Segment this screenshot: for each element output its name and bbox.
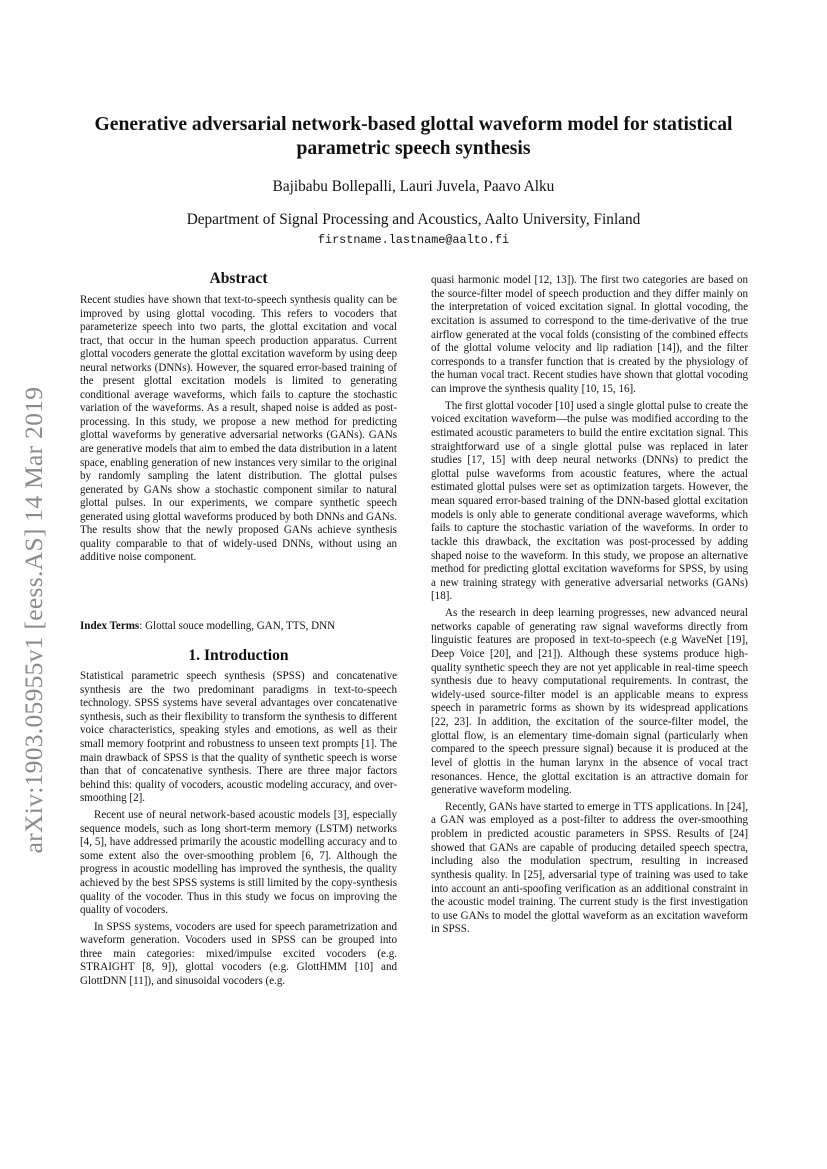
intro-paragraph: Recently, GANs have started to emerge in TTS applications. In [24], a GAN was employed as a post-filter to address the over-smoothing problem in predicted acoustic parameters in SPSS. Results of [24] showed that GANs are capable of producing detailed speech spectra, including also the modulation spectrum, resulting in increased synthesis quality. In [25], adversarial type of training was used to take into account an anti-spoofing verification as an additional constraint in the acoustic model training. The current study is the first investigation to use GANs to model the glottal waveform as an excitation waveform in SPSS. [431,800,748,936]
abstract-heading: Abstract [209,270,268,287]
contact-email: firstname.lastname@aalto.fi [317,233,510,247]
arxiv-identifier-text: arXiv:1903.05955v1 [eess.AS] 14 Mar 2019 [19,386,48,854]
affiliation: Department of Signal Processing and Acoustics, Aalto University, Finland [186,211,641,228]
paper-title: Generative adversarial network-based glottal waveform model for statistical parametric speech synthesis [94,114,733,159]
index-terms-label: Index Terms [80,620,140,632]
arxiv-identifier-stamp [14,350,54,890]
introduction-heading: 1. Introduction [188,647,289,664]
introduction-left-column [80,670,397,989]
index-terms-values: : Glottal souce modelling, GAN, TTS, DNN [139,620,336,632]
author-list: Bajibabu Bollepalli, Lauri Juvela, Paavo Alku [272,178,555,195]
abstract-text [80,294,397,565]
abstract-paragraph: Recent studies have shown that text-to-speech synthesis quality can be improved by using glottal vocoding. This refers to vocoders that parameterize speech into two parts, the glottal excitation and vocal tract, that occur in the human speech production apparatus. Current glottal vocoders generate the glottal excitation waveform by using deep neural networks (DNNs). However, the squared error-based training of the present glottal excitation models is limited to generating conditional average waveforms, which fails to capture the stochastic variation of the waveforms. As a result, shaped noise is added as post-processing. In this study, we propose a new method for predicting glottal waveforms by generative adversarial networks (GANs). GANs are generative models that aim to embed the data distribution in a latent space, enabling generation of new instances very similar to the original by randomly sampling the latent distribution. The glottal pulses generated by GANs show a stochastic component similar to natural glottal pulses. In our experiments, we compare synthetic speech generated using glottal waveforms produced by both DNNs and GANs. The results show that the newly proposed GANs achieve synthesis quality comparable to that of widely-used DNNs, without using an additive noise component. [80,294,397,564]
index-terms [80,620,397,634]
intro-paragraph: In SPSS systems, vocoders are used for speech parametrization and waveform generation. Vocoders used in SPSS can be grouped into three main categories: mixed/impulse excited vocoders (e.g. STRAIGHT [8, 9]), glottal vocoders (e.g. GlottHMM [10] and GlottDNN [11]), and sinusoidal vocoders (e.g. [80,920,397,988]
intro-paragraph: Recent use of neural network-based acoustic models [3], especially sequence models, such as long short-term memory (LSTM) networks [4, 5], have addressed primarily the acoustic modelling accuracy and to some extent also the over-smoothing problem [6, 7]. Although the progress in acoustic modelling has improved the synthesis, the quality achieved by the best SPSS systems is still limited by the copy-synthesis quality of the vocoder. Thus in this study we focus on improving the quality of vocoders. [80,808,397,917]
intro-paragraph: quasi harmonic model [12, 13]). The first two categories are based on the source-filter model of speech production and they differ mainly on the interpretation of voiced excitation signal. In glottal vocoding, the excitation is assumed to correspond to the time-derivative of the true airflow generated at the vocal folds (consisting of the combined effects of the glottal volume velocity and lip radiation [14]), and the filter corresponds to a transfer function that is created by the physiology of the human vocal tract. Recent studies have shown that glottal vocoding can improve the synthesis quality [10, 15, 16]. [431,274,748,395]
intro-paragraph: Statistical parametric speech synthesis (SPSS) and concatenative synthesis are the two predominant paradigms in text-to-speech technology. SPSS systems have several advantages over concatenative synthesis, such as their flexibility to transform the synthesis to different voice characteristics, speaking styles and emotions, as well as their small memory footprint and robustness to unseen text prompts [1]. The main drawback of SPSS is that the quality of synthetic speech is worse than that of concatenative synthesis. There are three major factors behind this: quality of vocoders, acoustic modeling accuracy, and over-smoothing [2]. [80,670,397,805]
intro-paragraph: As the research in deep learning progresses, new advanced neural networks capable of generating raw signal waveforms directly from linguistic features are proposed in text-to-speech (e.g WaveNet [19], Deep Voice [20], and [21]). Although these systems produce high-quality synthetic speech they are not yet applicable in real-time speech synthesis due to heavy computational requirements. In contrast, the widely-used source-filter model is an applicable means to express speech in parametric forms as shown by its widespread applications [22, 23]. In addition, the excitation of the source-filter model, the glottal flow, is an elementary time-domain signal (particularly when compared to the speech pressure signal) because it is produced at the level of glottis in the human larynx in the absence of vocal tract resonances. Hence, the glottal excitation is an attractive domain for generative waveform modeling. [431,607,748,797]
intro-paragraph: The first glottal vocoder [10] used a single glottal pulse to create the voiced excitation waveform—the pulse was modified according to the estimated acoustic parameters to build the entire excitation signal. This straightforward use of a single glottal pulse was replaced in later studies [17, 15] with deep neural networks (DNNs) to predict the glottal pulse waveforms from acoustic features, where the actual estimated glottal pulses were set as optimization targets. However, the mean squared error-based training of the DNN-based glottal excitation models is only able to generate conditional average waveforms, which fails to capture the stochastic variation of the waveforms. In order to tackle this drawback, the excitation was post-processed by adding shaped noise to the waveform. In this study, we propose an alternative method for predicting glottal excitation waveforms for SPSS, by using a new training strategy with generative adversarial networks (GANs) [18]. [431,399,748,603]
introduction-right-column [431,274,748,937]
